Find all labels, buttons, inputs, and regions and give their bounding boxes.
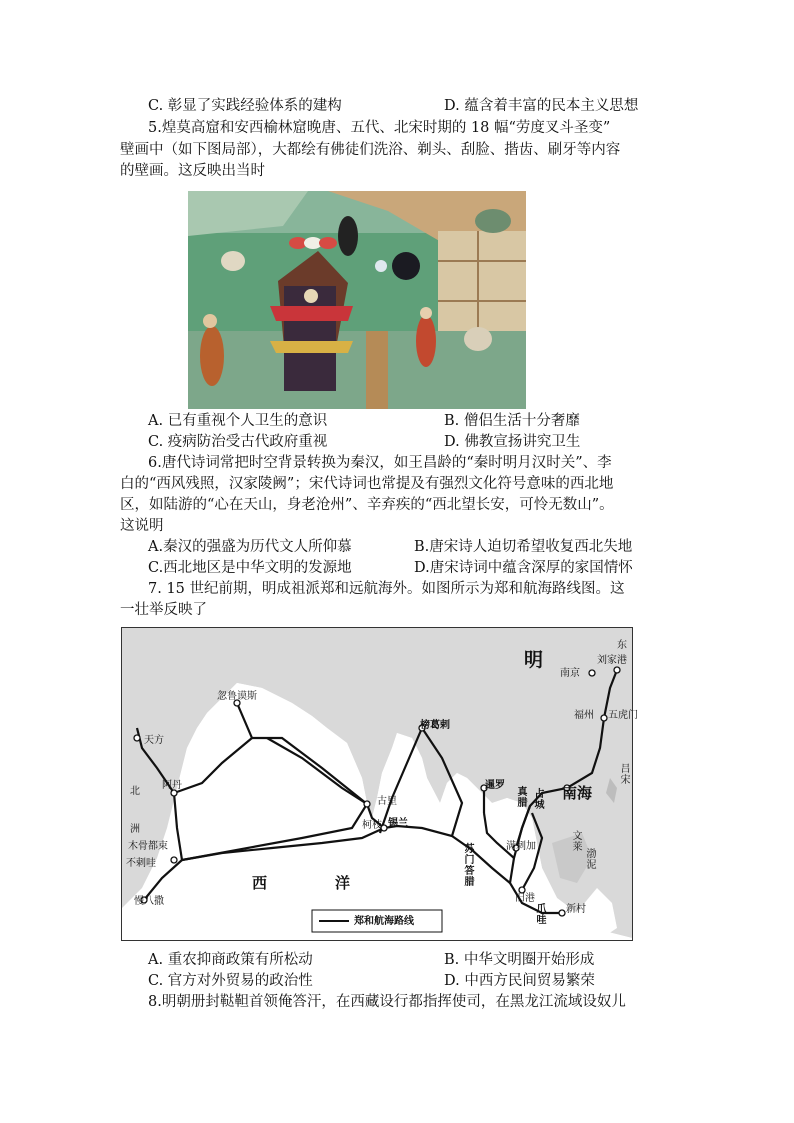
mural-illustration <box>188 191 526 409</box>
label-yang: 洋 <box>335 874 351 892</box>
q7-option-d: D. 中西方民间贸易繁荣 <box>444 973 595 989</box>
q6-stem-line-4: 这说明 <box>120 518 164 534</box>
label-boni: 渤泥 <box>584 848 595 870</box>
label-wuhumen: 五虎门 <box>608 710 638 721</box>
label-ming: 明 <box>524 649 544 671</box>
q5-stem-line-3: 的壁画。这反映出当时 <box>120 163 265 179</box>
label-bei: 北 <box>130 786 140 797</box>
q5-option-d: D. 佛教宣扬讲究卫生 <box>444 434 581 450</box>
label-fuzhou: 福州 <box>574 710 594 721</box>
label-mugudushu: 木骨都束 <box>128 841 168 852</box>
label-hulumosi: 忽鲁谟斯 <box>217 691 257 702</box>
label-zhenla: 真腊 <box>515 786 526 808</box>
label-adan: 阿丹 <box>162 780 182 791</box>
q5-option-b: B. 僧侣生活十分奢靡 <box>444 413 580 429</box>
map-drawing <box>122 628 632 940</box>
q7-option-c: C. 官方对外贸易的政治性 <box>148 973 313 989</box>
q4-option-d: D. 蕴含着丰富的民本主义思想 <box>444 98 639 114</box>
label-bulawa: 不剌哇 <box>126 858 156 869</box>
map-legend-label: 郑和航海路线 <box>354 916 414 927</box>
q5-stem-line-2: 壁画中（如下图局部），大都绘有佛徒们洗浴、剃头、刮脸、揩齿、刷牙等内容 <box>120 142 621 158</box>
label-lvsong: 吕宋 <box>618 763 629 785</box>
label-liujiagang: 刘家港 <box>597 655 627 666</box>
label-zhou: 洲 <box>130 824 140 835</box>
label-xilan: 锡兰 <box>388 818 408 829</box>
label-xincun: 新村 <box>566 904 586 915</box>
q6-option-b: B.唐宋诗人迫切希望收复西北失地 <box>414 539 633 555</box>
q5-stem-line-1: 5.煌莫高窟和安西榆林窟晚唐、五代、北宋时期的 18 幅“劳度叉斗圣变” <box>148 120 611 136</box>
label-wenlai: 文莱 <box>570 830 581 852</box>
label-dong: 东 <box>617 640 627 651</box>
q6-option-a: A.秦汉的强盛为历代文人所仰慕 <box>148 539 352 555</box>
label-nanhai: 南海 <box>562 784 593 802</box>
mural-image <box>188 191 526 409</box>
q5-option-c: C. 疫病防治受古代政府重视 <box>148 434 328 450</box>
q6-stem-line-2: 白的“西风残照，汉家陵阙”；宋代诗词也常提及有强烈文化符号意味的西北地 <box>120 476 614 492</box>
label-zhaowa: 爪哇 <box>534 903 545 925</box>
q6-option-c: C.西北地区是中华文明的发源地 <box>148 560 352 576</box>
label-nanjing: 南京 <box>560 668 580 679</box>
zhenghe-route-map <box>121 627 638 941</box>
q6-stem-line-3: 区，如陆游的“心在天山，身老沧州”、辛弃疾的“西北望长安，可怜无数山”。 <box>120 497 614 513</box>
q5-option-a: A. 已有重视个人卫生的意识 <box>148 413 328 429</box>
label-bangela: 榜葛剌 <box>420 720 450 731</box>
label-sumendala: 苏门答腊 <box>462 843 473 887</box>
label-zhancheng: 占城 <box>532 788 543 810</box>
label-xi: 西 <box>252 874 268 892</box>
label-kezhi: 柯枝 <box>362 820 382 831</box>
q8-stem-line-1: 8.明朝册封鞑靼首领俺答汗，在西藏设行都指挥使司，在黑龙江流域设奴儿 <box>148 994 626 1010</box>
label-xianluo: 暹罗 <box>485 780 505 791</box>
q7-stem-line-1: 7. 15 世纪前期，明成祖派郑和远航海外。如图所示为郑和航海路线图。这 <box>148 581 625 597</box>
label-manlajia: 满剌加 <box>506 841 536 852</box>
label-guli: 古里 <box>377 796 397 807</box>
q7-option-a: A. 重农抑商政策有所松动 <box>148 952 313 968</box>
label-manbasa: 慢八撒 <box>134 896 164 907</box>
q7-stem-line-2: 一壮举反映了 <box>120 602 207 618</box>
q6-stem-line-1: 6.唐代诗词常把时空背景转换为秦汉，如王昌龄的“秦时明月汉时关”、李 <box>148 455 612 471</box>
q6-option-d: D.唐宋诗词中蕴含深厚的家国情怀 <box>414 560 633 576</box>
q7-option-b: B. 中华文明圈开始形成 <box>444 952 595 968</box>
q4-option-c: C. 彰显了实践经验体系的建构 <box>148 98 342 114</box>
label-tianfang: 天方 <box>144 735 164 746</box>
label-jiugang: 旧港 <box>515 893 535 904</box>
